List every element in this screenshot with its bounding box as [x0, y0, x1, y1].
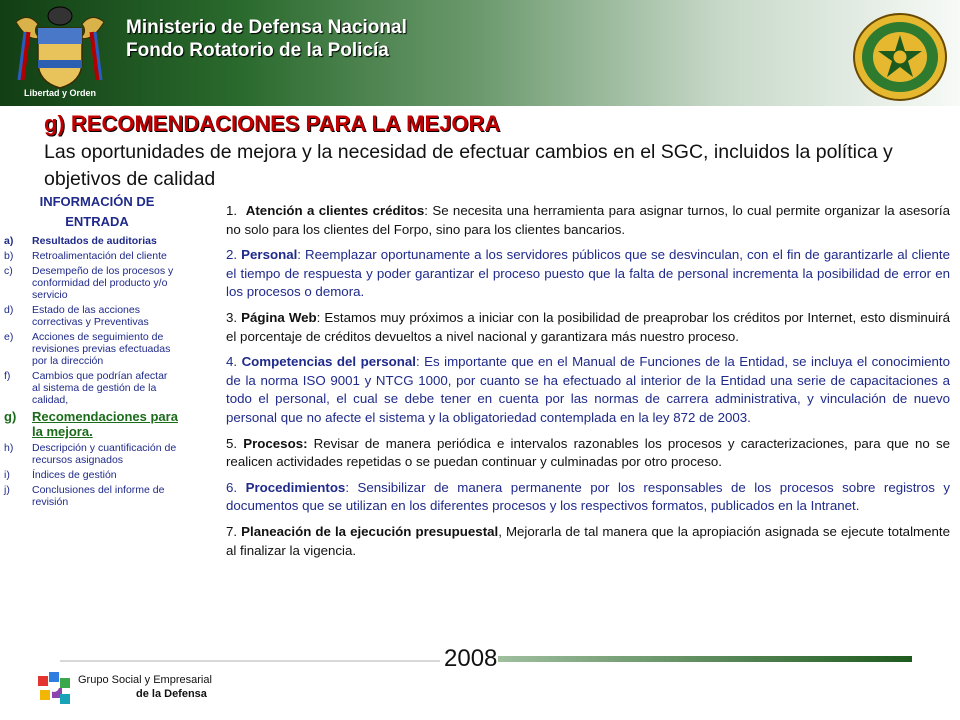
police-fund-seal-icon [852, 12, 948, 102]
item-letter: d) [4, 304, 14, 316]
item-text: Revisar de manera periódica e intervalos razonables los procesos y caracterizaciones, para que no se realicen actividades repetidas o se puedan continuar y culminadas por otro proceso. [226, 435, 950, 470]
item-number: 7. [226, 523, 238, 539]
group-name-line1: Grupo Social y Empresarial [78, 674, 212, 686]
item-title: Atención a clientes créditos [245, 203, 425, 218]
item-number: 2. [226, 247, 238, 263]
recommendations-list [226, 202, 950, 567]
recommendation-item [226, 202, 950, 239]
item-letter: h) [4, 442, 14, 454]
item-text: : Se necesita una herramienta para asignar turnos, lo cual permite organizar la asesoría no solo para los clientes del Forpo, sino para los clientes bancarios. [226, 203, 950, 237]
item-text: : Reemplazar oportunamente a los servidores públicos que se desvinculan, con el fin de garantizarle al cliente el tiempo de respuesta y poder garantizar el proceso puesto que la falta de personal incrementa la posibilidad de error en los procesos o demora. [226, 247, 951, 300]
item-letter: a) [4, 235, 14, 247]
fund-title: Fondo Rotatorio de la Policía [126, 40, 389, 61]
item-text: : Es importante que en el Manual de Funciones de la Entidad, se incluya el conocimiento de la norma ISO 9001 y NTCG 1000, por cuanto se ha efectuado al interior de la Entidad una serie de capacitaciones a todo el personal, el cual se debe tener en cuenta por las normas de carrera administrativa, y vinculación de nuevo personal que no afecte el sistema y la obligatoriedad contemplada en la ley 872 de 2003. [226, 354, 950, 425]
item-label: Retroalimentación del cliente [32, 250, 167, 262]
item-label: Recomendaciones para la mejora. [32, 409, 178, 439]
item-title: Personal [241, 247, 298, 263]
item-number: 5. [226, 435, 238, 451]
item-number: 6. [226, 479, 238, 495]
item-label: Conclusiones del informe de revisión [32, 484, 165, 508]
sidebar-heading: INFORMACIÓN DE ENTRADA [39, 194, 155, 229]
input-information-sidebar [4, 192, 180, 508]
item-title: Competencias del personal [241, 354, 416, 370]
recommendation-item [226, 435, 950, 472]
item-title: Procedimientos [245, 479, 346, 495]
item-letter: c) [4, 265, 13, 277]
sidebar-item-management-indices[interactable] [4, 469, 180, 481]
item-number: 3. [226, 309, 238, 325]
recommendation-item [226, 309, 950, 346]
item-letter: f) [4, 370, 11, 382]
item-letter: i) [4, 469, 10, 481]
item-title: Planeación de la ejecución presupuestal [241, 523, 499, 539]
item-label: Estado de las acciones correctivas y Preventivas [32, 304, 149, 328]
item-label: Índices de gestión [32, 469, 117, 481]
footer-divider [60, 660, 440, 662]
item-number: 4. [226, 354, 238, 370]
recommendation-item [226, 246, 950, 302]
recommendation-item [226, 479, 950, 516]
item-number: 1. [226, 203, 238, 218]
item-letter: j) [4, 484, 10, 496]
item-text: , Mejorarla de tal manera que la apropiación asignada se ejecute totalmente al finalizar la vigencia. [226, 523, 950, 558]
item-letter: b) [4, 250, 14, 262]
sidebar-item-audit-results[interactable] [4, 235, 180, 247]
group-name-line2: de la Defensa [136, 688, 207, 700]
item-text: : Sensibilizar de manera permanente por los responsables de los procesos sobre registros y documentos que se utilizan en los diferentes procesos y los respectivos formatos, publicados en la Intranet. [226, 479, 950, 514]
recommendation-item [226, 523, 950, 560]
item-label: Desempeño de los procesos y conformidad del producto y/o servicio [32, 265, 174, 301]
sidebar-item-system-changes[interactable] [4, 370, 180, 406]
motto-text: Libertad y Orden [23, 88, 96, 98]
sidebar-item-improvement-recommendations[interactable] [4, 409, 180, 439]
header-banner [0, 0, 960, 106]
item-label: Descripción y cuantificación de recursos asignados [32, 442, 177, 466]
sidebar-item-resources[interactable] [4, 442, 180, 466]
footer-year: 2008 [444, 645, 498, 672]
footer-accent-bar [498, 656, 912, 662]
section-title: g) RECOMENDACIONES PARA LA MEJORA [44, 111, 501, 136]
item-label: Cambios que podrían afectar al sistema de gestión de la calidad, [32, 370, 168, 406]
sidebar-item-process-performance[interactable] [4, 265, 180, 301]
item-label: Acciones de seguimiento de revisiones previas efectuadas por la dirección [32, 331, 171, 367]
sidebar-item-review-conclusions[interactable] [4, 484, 180, 508]
sidebar-item-corrective-actions[interactable] [4, 304, 180, 328]
institution-name [126, 16, 407, 62]
item-label: Resultados de auditorias [32, 235, 157, 247]
item-text: : Estamos muy próximos a iniciar con la posibilidad de preaprobar los créditos por Internet, esto disminuirá el porcentaje de créditos devueltos a nivel nacional y garantizara más nuestro proceso. [226, 309, 950, 344]
item-letter: e) [4, 331, 14, 343]
item-title: Procesos: [243, 435, 308, 451]
item-letter: g) [4, 409, 17, 424]
recommendation-item [226, 353, 950, 427]
sidebar-item-follow-up-actions[interactable] [4, 331, 180, 367]
coat-of-arms-icon [8, 2, 112, 102]
defense-group-logo-icon [36, 670, 72, 706]
item-title: Página Web [241, 309, 317, 325]
sidebar-item-client-feedback[interactable] [4, 250, 180, 262]
ministry-title: Ministerio de Defensa Nacional [126, 17, 407, 38]
section-subtitle: Las oportunidades de mejora y la necesidad de efectuar cambios en el SGC, incluidos la política y objetivos de calidad [44, 141, 893, 190]
